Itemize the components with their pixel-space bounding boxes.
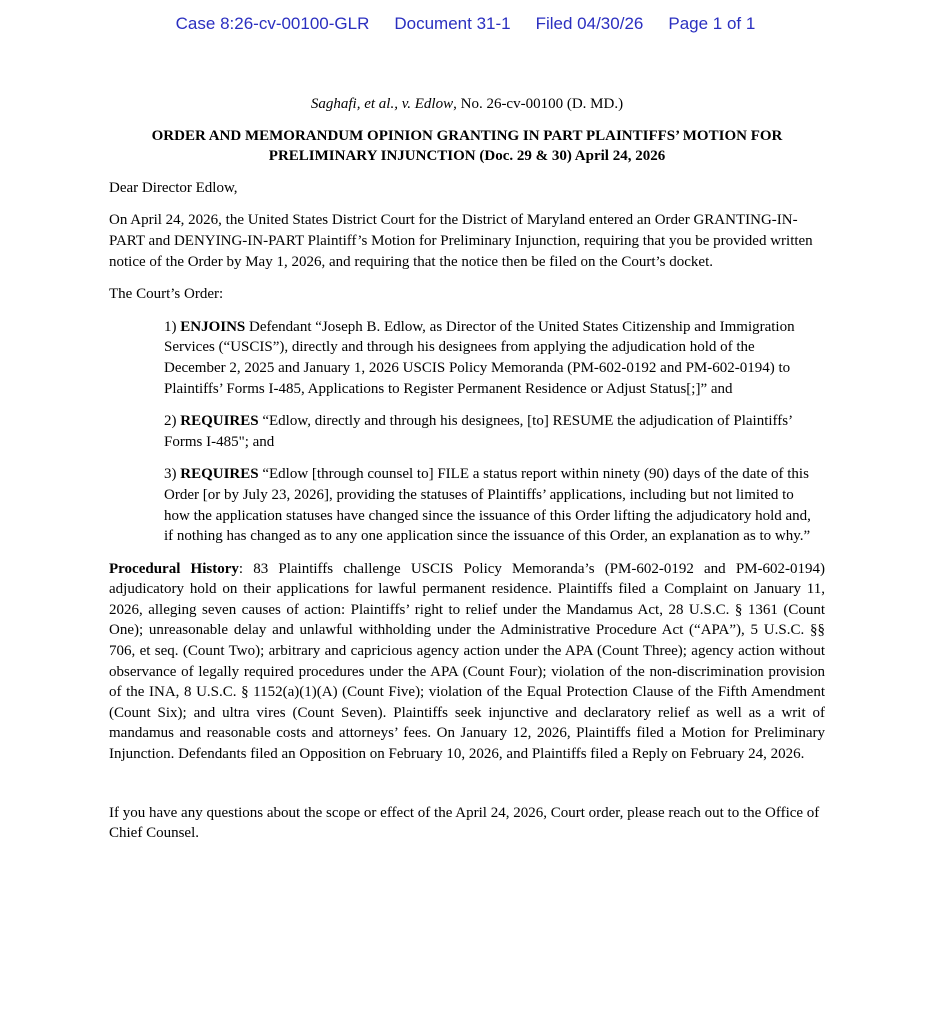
order-item-text: “Edlow [through counsel to] FILE a status report within ninety (90) days of the date of this Order [or by July 23, 2026], providing the statuses of Plaintiffs’ applications, including but not limited to how the application statuses have changed since the issuance of this Order lifting the adjudicatory hold and, if nothing has changed as to any one application since the issuance of this Order, an explanation as to why.” [164, 466, 811, 545]
closing-paragraph: If you have any questions about the scope or effect of the April 24, 2026, Court order, please reach out to the Office of Chief Counsel. [109, 804, 820, 842]
procedural-history-text: : 83 Plaintiffs challenge USCIS Policy Memoranda’s (PM-602-0192 and PM-602-0194) adjudicatory hold on their applications for lawful permanent residence. Plaintiffs filed a Complaint on January 11, 2026, alleging seven causes of action: Plaintiffs’ right to relief under the Mandamus Act, 28 U.S.C. § 1361 (Count One); unreasonable delay and unlawful withholding under the Administrative Procedure Act (“APA”), 5 U.S.C. §§ 706, et seq. (Count Two); arbitrary and capricious agency action under the APA (Count Three); agency action without observance of legally required procedures under the APA (Count Four); violation of the non-discrimination provision of the INA, 8 U.S.C. § 1152(a)(1)(A) (Count Five); violation of the Equal Protection Clause of the Fifth Amendment (Count Six); and ultra vires (Count Seven). Plaintiffs seek injunctive and declaratory relief as well as a writ of mandamus and reasonable costs and attorneys’ fees. On January 12, 2026, Plaintiffs filed a Motion for Preliminary Injunction. Defendants filed an Opposition on February 10, 2026, and Plaintiffs filed a Reply on February 24, 2026. [109, 560, 826, 763]
salutation: Dear Director Edlow, [109, 179, 238, 196]
case-parties: Saghafi, et al., v. Edlow [310, 96, 454, 112]
intro-paragraph: On April 24, 2026, the United States District Court for the District of Maryland entered an Order GRANTING-IN-PART and DENYING-IN-PART Plaintiff’s Motion for Preliminary Injunction, requiring that you be provided written notice of the Order by May 1, 2026, and requiring that the notice then be filed on the Court’s docket. [109, 212, 813, 270]
spacer [109, 777, 825, 803]
order-item-number: 1) [164, 318, 181, 335]
order-item-text: Defendant “Joseph B. Edlow, as Director of the United States Citizenship and Immigration Services (“USCIS”), directly and through his designees from applying the adjudication hold of the December 2, 2025 and January 1, 2026 USCIS Policy Memoranda (PM-602-0192 and PM-602-0194) to Plaintiffs’ Forms I-485, Applications to Register Permanent Residence or Adjust Status[;]” and [164, 318, 795, 397]
order-item [164, 317, 817, 399]
filing-header [0, 14, 931, 34]
procedural-history-label: Procedural History [109, 560, 239, 577]
case-caption [109, 94, 825, 115]
order-item-text: “Edlow, directly and through his designees, [to] RESUME the adjudication of Plaintiffs’ Forms I-485"; and [164, 413, 792, 450]
order-lead: The Court’s Order: [109, 286, 224, 303]
order-item-verb: ENJOINS [180, 318, 246, 335]
order-item-verb: REQUIRES [180, 413, 259, 430]
document-body [109, 94, 825, 856]
order-item-number: 2) [164, 413, 181, 430]
filed-date: Filed 04/30/26 [535, 14, 644, 33]
order-item-number: 3) [164, 466, 181, 483]
procedural-history [109, 559, 825, 765]
document-title: ORDER AND MEMORANDUM OPINION GRANTING IN PART PLAINTIFFS’ MOTION FOR PRELIMINARY INJUNCTION (Doc. 29 & 30) April 24, 2026 [151, 127, 783, 165]
case-number: Case 8:26-cv-00100-GLR [175, 14, 370, 33]
document-number: Document 31-1 [394, 14, 511, 33]
case-docket: , No. 26-cv-00100 (D. MD.) [453, 96, 624, 112]
order-item-verb: REQUIRES [180, 466, 259, 483]
page-number: Page 1 of 1 [668, 14, 756, 33]
order-item [164, 464, 817, 546]
order-item [164, 411, 817, 452]
